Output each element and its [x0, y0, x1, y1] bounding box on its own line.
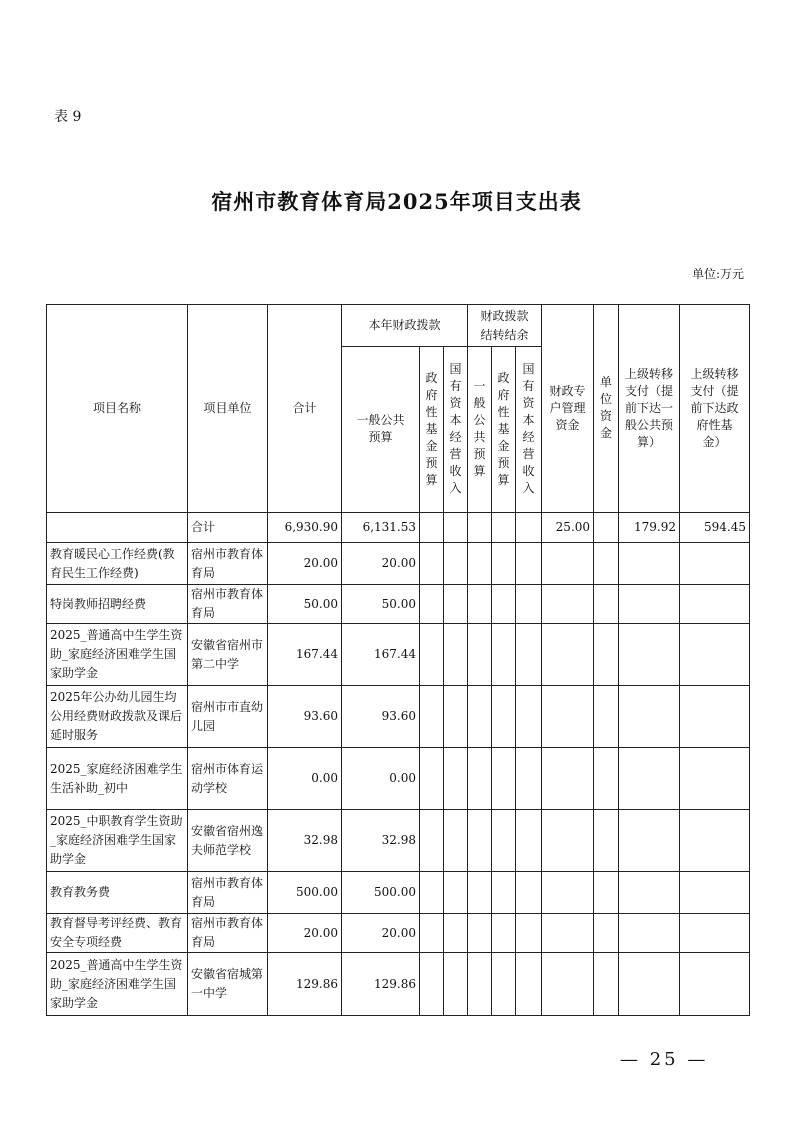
cell-empty — [516, 543, 542, 585]
cell-empty — [420, 953, 444, 1016]
cell-empty — [680, 914, 750, 953]
cell-empty — [619, 624, 680, 686]
cell-empty — [594, 513, 619, 543]
cell-empty — [516, 872, 542, 914]
header-total: 合计 — [268, 305, 342, 513]
cell-project-name: 特岗教师招聘经费 — [47, 585, 188, 624]
cell-special-mgmt: 25.00 — [542, 513, 594, 543]
page-title: 宿州市教育体育局2025年项目支出表 — [211, 189, 582, 214]
cell-empty — [680, 872, 750, 914]
cell-empty — [420, 914, 444, 953]
cell-project-name: 2025_家庭经济困难学生生活补助_初中 — [47, 748, 188, 810]
cell-empty — [420, 872, 444, 914]
cell-empty — [468, 543, 492, 585]
cell-project-unit: 安徽省宿州逸夫师范学校 — [188, 810, 268, 872]
header-carryover-general: 一般公共预算 — [468, 347, 492, 513]
cell-total: 500.00 — [268, 872, 342, 914]
cell-empty — [492, 513, 516, 543]
cell-empty — [619, 914, 680, 953]
cell-empty — [594, 624, 619, 686]
cell-empty — [492, 624, 516, 686]
cell-empty — [492, 872, 516, 914]
cell-empty — [492, 748, 516, 810]
cell-project-name: 2025年公办幼儿园生均公用经费财政拨款及课后延时服务 — [47, 686, 188, 748]
cell-project-unit: 宿州市教育体育局 — [188, 585, 268, 624]
cell-general: 20.00 — [342, 914, 420, 953]
cell-empty — [516, 810, 542, 872]
table-row — [47, 872, 750, 914]
cell-empty — [492, 810, 516, 872]
cell-empty — [420, 686, 444, 748]
cell-project-unit: 宿州市教育体育局 — [188, 543, 268, 585]
cell-empty — [680, 543, 750, 585]
cell-empty — [516, 914, 542, 953]
cell-empty — [516, 513, 542, 543]
cell-project-unit: 宿州市体育运动学校 — [188, 748, 268, 810]
header-current-year-appropriation: 本年财政拨款 — [342, 305, 468, 347]
total-row — [47, 513, 750, 543]
cell-empty — [468, 953, 492, 1016]
cell-empty — [680, 810, 750, 872]
cell-empty — [444, 585, 468, 624]
cell-upper-gov-fund: 594.45 — [680, 513, 750, 543]
cell-total-label: 合计 — [188, 513, 268, 543]
header-state-capital: 国有资本经营收入 — [444, 347, 468, 513]
cell-empty — [680, 748, 750, 810]
cell-empty — [468, 513, 492, 543]
cell-empty — [468, 748, 492, 810]
cell-empty — [516, 953, 542, 1016]
cell-empty — [420, 513, 444, 543]
cell-empty — [492, 953, 516, 1016]
cell-empty — [542, 686, 594, 748]
cell-general: 50.00 — [342, 585, 420, 624]
table-label: 表 9 — [54, 109, 82, 125]
table-row — [47, 953, 750, 1016]
cell-general: 93.60 — [342, 686, 420, 748]
table-row — [47, 624, 750, 686]
header-gov-fund: 政府性基金预算 — [420, 347, 444, 513]
cell-empty — [420, 624, 444, 686]
cell-empty — [468, 585, 492, 624]
cell-general: 500.00 — [342, 872, 420, 914]
cell-general: 0.00 — [342, 748, 420, 810]
cell-total: 20.00 — [268, 543, 342, 585]
header-unit-funds: 单位资金 — [594, 305, 619, 513]
header-general-budget: 一般公共预算 — [342, 347, 420, 513]
header-carryover-state-capital: 国有资本经营收入 — [516, 347, 542, 513]
cell-project-name: 教育督导考评经费、教育安全专项经费 — [47, 914, 188, 953]
cell-project-unit: 宿州市教育体育局 — [188, 914, 268, 953]
unit-note: 单位:万元 — [691, 267, 745, 281]
cell-empty — [468, 624, 492, 686]
header-upper-transfer-general: 上级转移支付（提前下达一般公共预算） — [619, 305, 680, 513]
cell-empty — [594, 585, 619, 624]
cell-empty — [542, 810, 594, 872]
cell-empty — [594, 543, 619, 585]
cell-project-name: 2025_中职教育学生资助_家庭经济困难学生国家助学金 — [47, 810, 188, 872]
cell-total: 0.00 — [268, 748, 342, 810]
cell-empty — [468, 686, 492, 748]
cell-general: 6,131.53 — [342, 513, 420, 543]
cell-general: 129.86 — [342, 953, 420, 1016]
cell-empty — [619, 686, 680, 748]
cell-empty — [468, 810, 492, 872]
project-expenditure-table — [46, 304, 750, 1016]
cell-total: 129.86 — [268, 953, 342, 1016]
cell-empty — [492, 914, 516, 953]
table-row — [47, 543, 750, 585]
cell-empty — [444, 543, 468, 585]
cell-project-unit: 宿州市市直幼儿园 — [188, 686, 268, 748]
cell-project-unit: 安徽省宿州市第二中学 — [188, 624, 268, 686]
table-row — [47, 686, 750, 748]
cell-empty — [516, 585, 542, 624]
cell-empty — [444, 872, 468, 914]
cell-empty — [594, 686, 619, 748]
cell-total: 167.44 — [268, 624, 342, 686]
cell-empty — [619, 543, 680, 585]
cell-empty — [420, 585, 444, 624]
cell-upper-general: 179.92 — [619, 513, 680, 543]
cell-project-unit: 宿州市教育体育局 — [188, 872, 268, 914]
cell-empty — [420, 810, 444, 872]
cell-empty — [542, 543, 594, 585]
cell-empty — [444, 686, 468, 748]
cell-total: 32.98 — [268, 810, 342, 872]
cell-project-name: 教育教务费 — [47, 872, 188, 914]
table-row — [47, 914, 750, 953]
cell-project-name: 教育暖民心工作经费(教育民生工作经费) — [47, 543, 188, 585]
cell-empty — [444, 624, 468, 686]
cell-empty — [619, 953, 680, 1016]
cell-empty — [542, 914, 594, 953]
cell-project-name: 2025_普通高中生学生资助_家庭经济困难学生国家助学金 — [47, 953, 188, 1016]
cell-empty — [542, 872, 594, 914]
cell-total: 20.00 — [268, 914, 342, 953]
cell-empty — [516, 624, 542, 686]
cell-empty — [444, 748, 468, 810]
cell-empty — [542, 953, 594, 1016]
header-project-unit: 项目单位 — [188, 305, 268, 513]
cell-project-unit: 安徽省宿城第一中学 — [188, 953, 268, 1016]
cell-empty — [594, 914, 619, 953]
cell-empty — [619, 748, 680, 810]
cell-empty — [619, 810, 680, 872]
cell-empty — [542, 748, 594, 810]
cell-general: 20.00 — [342, 543, 420, 585]
cell-general: 167.44 — [342, 624, 420, 686]
cell-empty — [444, 513, 468, 543]
cell-empty — [680, 585, 750, 624]
cell-empty — [444, 953, 468, 1016]
cell-empty — [542, 585, 594, 624]
cell-total: 93.60 — [268, 686, 342, 748]
cell-empty — [492, 585, 516, 624]
header-project-name: 项目名称 — [47, 305, 188, 513]
cell-empty — [492, 543, 516, 585]
cell-empty — [594, 872, 619, 914]
cell-empty — [680, 686, 750, 748]
header-upper-transfer-fund: 上级转移支付（提前下达政府性基金） — [680, 305, 750, 513]
cell-empty — [680, 624, 750, 686]
cell-empty — [680, 953, 750, 1016]
page-number: — 25 — — [620, 1049, 709, 1070]
table-row — [47, 585, 750, 624]
cell-empty — [542, 624, 594, 686]
header-special-account: 财政专户管理资金 — [542, 305, 594, 513]
cell-empty — [444, 914, 468, 953]
cell-total: 50.00 — [268, 585, 342, 624]
table-row — [47, 810, 750, 872]
header-carryover-gov-fund: 政府性基金预算 — [492, 347, 516, 513]
cell-total: 6,930.90 — [268, 513, 342, 543]
cell-project-name: 2025_普通高中生学生资助_家庭经济困难学生国家助学金 — [47, 624, 188, 686]
cell-empty — [468, 914, 492, 953]
cell-empty — [420, 748, 444, 810]
cell-empty — [594, 953, 619, 1016]
cell-empty — [444, 810, 468, 872]
cell-empty — [516, 748, 542, 810]
cell-empty — [619, 585, 680, 624]
cell-empty — [516, 686, 542, 748]
cell-empty — [492, 686, 516, 748]
cell-empty — [594, 748, 619, 810]
cell-empty — [47, 513, 188, 543]
cell-empty — [594, 810, 619, 872]
cell-empty — [468, 872, 492, 914]
cell-general: 32.98 — [342, 810, 420, 872]
table-row — [47, 748, 750, 810]
header-carryover: 财政拨款结转结余 — [468, 305, 542, 347]
cell-empty — [420, 543, 444, 585]
cell-empty — [619, 872, 680, 914]
